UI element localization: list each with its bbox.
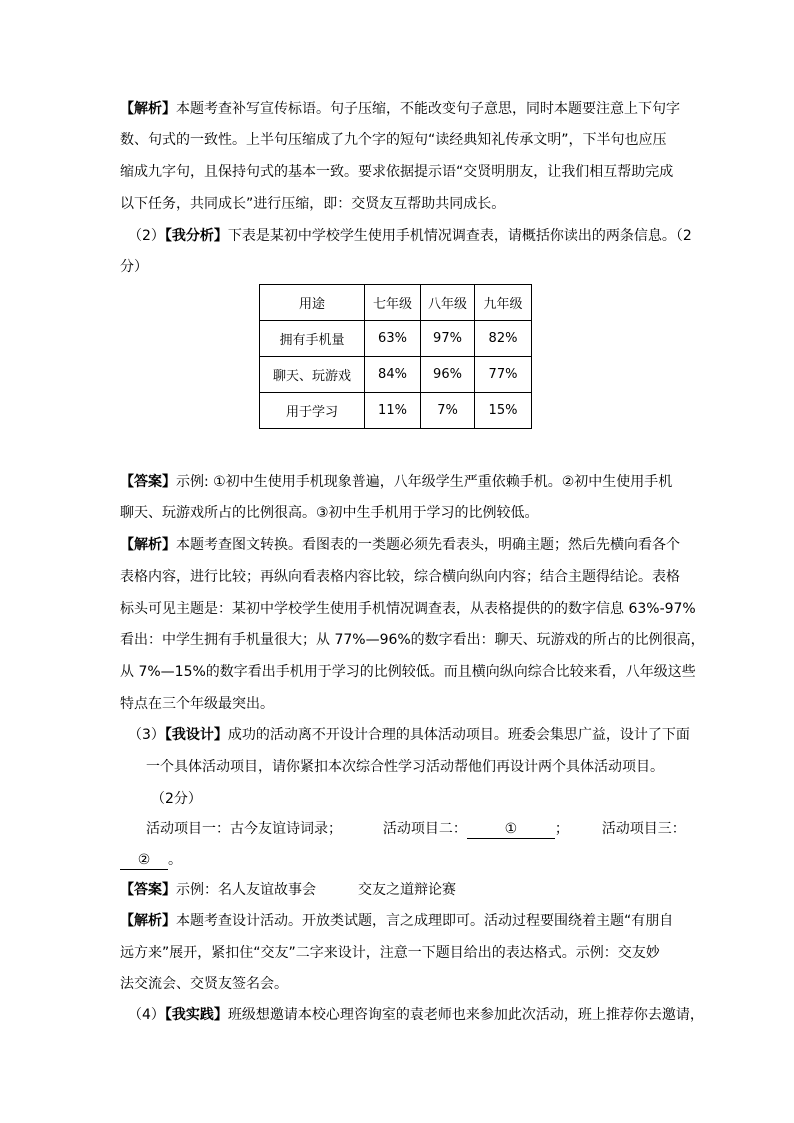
- table-cell: 拥有手机量: [260, 321, 365, 357]
- question-text: 班级想邀请本校心理咨询室的袁老师也来参加此次活动，班上推荐你去邀请，: [227, 1007, 704, 1023]
- answer-blank-1[interactable]: ①: [467, 820, 555, 839]
- question-2-line-2: 分）: [120, 259, 148, 275]
- analysis-3-line-2: 远方来”展开，紧扣住“交友”二字来设计，注意一下题目给出的表达格式。示例：交友妙: [120, 945, 660, 961]
- table-header-cell: 八年级: [421, 285, 475, 321]
- table-cell: 用于学习: [260, 393, 365, 429]
- analysis-3-line-1: [120, 911, 673, 931]
- table-cell: 82%: [475, 321, 532, 357]
- answer-3-line: [120, 880, 456, 900]
- table-header-cell: 九年级: [475, 285, 532, 321]
- table-header-cell: 用途: [260, 285, 365, 321]
- analysis-1-line-1: [120, 99, 680, 119]
- question-text: 下表是某初中学校学生使用手机情况调查表，请概括你读出的两条信息。（2: [227, 228, 692, 244]
- answer-2-line-1: [120, 472, 672, 492]
- analysis-2-line-4: 看出：中学生拥有手机量很大；从 77%—96%的数字看出：聊天、玩游戏的所占的比例很高，: [120, 632, 705, 648]
- table-cell: 97%: [421, 321, 475, 357]
- table-cell: 96%: [421, 357, 475, 393]
- question-tag: 【我分析】: [164, 228, 228, 244]
- analysis-2-line-1: [120, 535, 680, 555]
- analysis-tag: 【解析】: [120, 101, 176, 117]
- analysis-2-line-5: 从 7%—15%的数字看出手机用于学习的比例较低。而且横向纵向综合比较来看，八年级这些: [120, 664, 696, 680]
- activity-item-2-label: 活动项目二：: [382, 821, 467, 837]
- analysis-text: 本题考查设计活动。开放类试题，言之成理即可。活动过程要围绕着主题“有朋自: [176, 913, 674, 929]
- answer-text: 示例：名人友谊故事会 交友之道辩论赛: [176, 882, 456, 898]
- question-3-items: [146, 819, 686, 839]
- analysis-3-line-3: 法交流会、交贤友签名会。: [120, 976, 288, 992]
- table-cell: 15%: [475, 393, 532, 429]
- question-3-line-1: [128, 725, 690, 745]
- table-header-row: [260, 285, 532, 321]
- table-header-cell: 七年级: [365, 285, 421, 321]
- question-number: （3）: [128, 727, 165, 743]
- table-cell: 63%: [365, 321, 421, 357]
- survey-table: [259, 284, 532, 429]
- analysis-1-line-4: 以下任务，共同成长”进行压缩，即：交贤友互帮助共同成长。: [120, 196, 506, 212]
- question-text: 成功的活动离不开设计合理的具体活动项目。班委会集思广益，设计了下面: [227, 727, 690, 743]
- question-4-line-1: [128, 1005, 704, 1025]
- table-cell: 7%: [421, 393, 475, 429]
- question-3-line-4: [120, 850, 182, 870]
- analysis-2-line-6: 特点在三个年级最突出。: [120, 696, 274, 712]
- table-row: [260, 393, 532, 429]
- analysis-tag: 【解析】: [120, 537, 176, 553]
- answer-tag: 【答案】: [120, 882, 176, 898]
- analysis-text: 本题考查图文转换。看图表的一类题必须先看表头，明确主题；然后先横向看各个: [176, 537, 680, 553]
- period: 。: [168, 852, 182, 868]
- table-cell: 84%: [365, 357, 421, 393]
- analysis-text: 本题考查补写宣传标语。句子压缩，不能改变句子意思，同时本题要注意上下句字: [176, 101, 680, 117]
- analysis-1-line-3: 缩成九字句，且保持句式的基本一致。要求依据提示语“交贤明朋友，让我们相互帮助完成: [120, 164, 674, 180]
- answer-2-line-2: 聊天、玩游戏所占的比例很高。③初中生手机用于学习的比例较低。: [120, 505, 539, 521]
- question-number: （4）: [128, 1007, 165, 1023]
- table-cell: 11%: [365, 393, 421, 429]
- answer-tag: 【答案】: [120, 474, 176, 490]
- question-tag: 【我实践】: [164, 1007, 228, 1023]
- analysis-tag: 【解析】: [120, 913, 176, 929]
- table-row: [260, 357, 532, 393]
- table-cell: 聊天、玩游戏: [260, 357, 365, 393]
- separator: ；: [554, 821, 569, 837]
- question-2-line-1: [128, 226, 692, 246]
- answer-blank-2[interactable]: ②: [120, 851, 168, 870]
- activity-item-1: 活动项目一：古今友谊诗词录；: [146, 821, 342, 837]
- analysis-2-line-3: 标头可见主题是：某初中学校学生使用手机情况调查表，从表格提供的的数字信息 63%-97%: [120, 601, 696, 617]
- question-3-line-2: 一个具体活动项目，请你紧扣本次综合性学习活动帮他们再设计两个具体活动项目。: [146, 759, 664, 775]
- table-cell: 77%: [475, 357, 532, 393]
- question-number: （2）: [128, 228, 165, 244]
- question-tag: 【我设计】: [164, 727, 228, 743]
- analysis-1-line-2: 数、句式的一致性。上半句压缩成了九个字的短句“读经典知礼传承文明”，下半句也应压: [120, 132, 667, 148]
- answer-text: 示例: ①初中生使用手机现象普遍，八年级学生严重依赖手机。②初中生使用手机: [176, 474, 673, 490]
- question-3-score: （2分）: [151, 791, 202, 807]
- analysis-2-line-2: 表格内容，进行比较；再纵向看表格内容比较，综合横向纵向内容；结合主题得结论。表格: [120, 569, 680, 585]
- activity-item-3-label: 活动项目三：: [601, 821, 686, 837]
- table-row: [260, 321, 532, 357]
